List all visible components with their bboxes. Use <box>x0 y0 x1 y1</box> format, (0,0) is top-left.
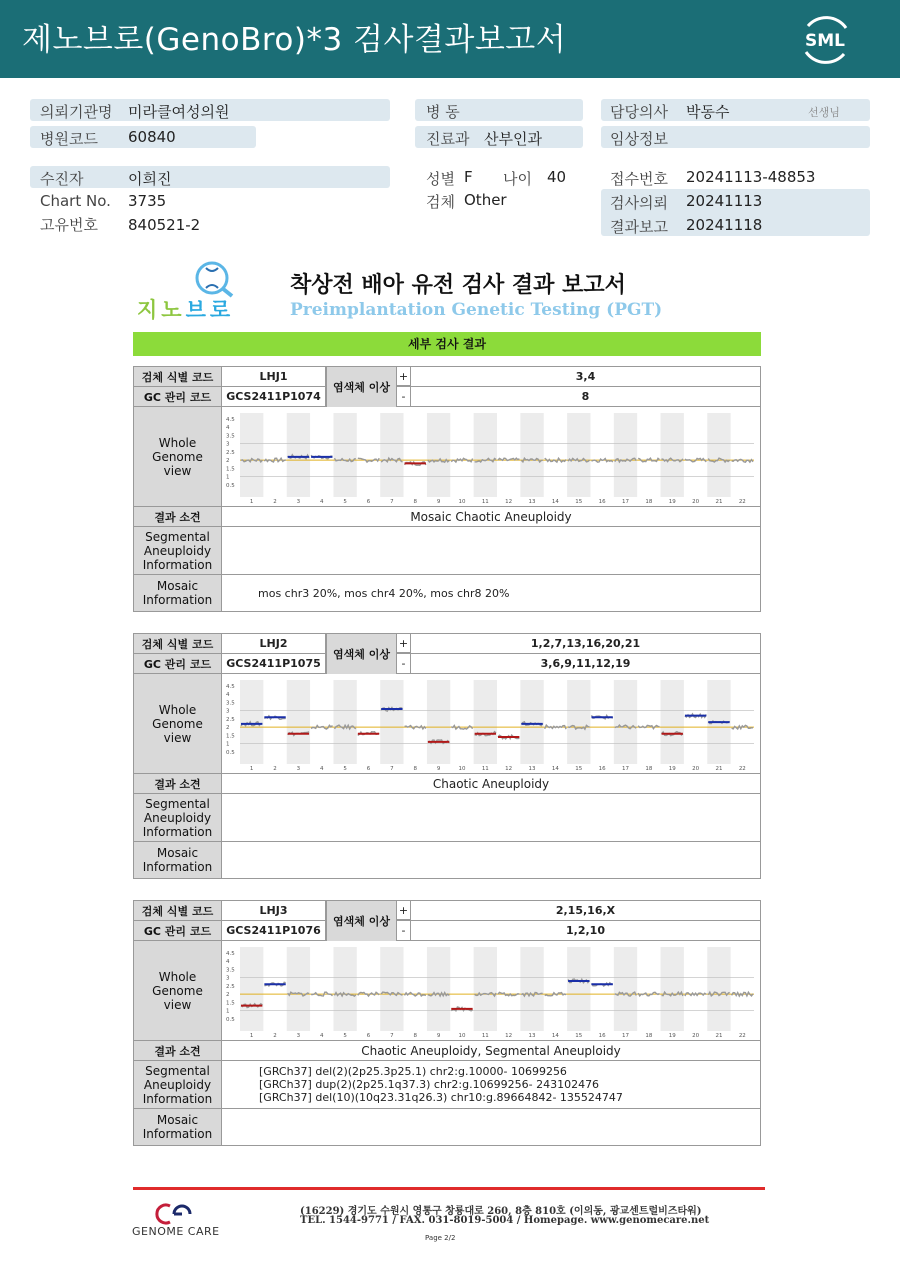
y-tick-label: 3.5 <box>226 700 235 707</box>
genome-chart-svg <box>222 941 760 1041</box>
y-tick-label: 3 <box>226 441 230 448</box>
x-tick-label: 8 <box>413 766 417 772</box>
x-tick-label: 13 <box>528 499 536 505</box>
gc-code-label: GC 관리 코드 <box>134 654 222 673</box>
x-tick-label: 19 <box>668 766 676 772</box>
y-tick-label: 2.5 <box>226 716 235 723</box>
genobro-logo-text: 지노브로 <box>137 298 235 322</box>
gc-code: GCS2411P1076 <box>222 921 326 940</box>
mosaic-row <box>134 575 760 611</box>
chromosome-series <box>311 455 332 459</box>
x-tick-label: 20 <box>692 766 700 772</box>
subject: 이희진 <box>128 170 172 188</box>
x-tick-label: 2 <box>273 766 277 772</box>
sample-code-label: 검체 식별 코드 <box>134 901 222 920</box>
x-tick-label: 13 <box>528 1033 536 1039</box>
x-tick-label: 7 <box>390 766 394 772</box>
whole-genome-label: Whole Genome view <box>134 674 222 773</box>
y-tick-label: 1.5 <box>226 466 235 473</box>
chromosome-band <box>661 680 684 764</box>
gc-code: GCS2411P1074 <box>222 387 326 406</box>
chromosome-band <box>333 413 356 497</box>
y-tick-label: 4 <box>226 959 230 966</box>
report-header <box>132 258 772 328</box>
x-tick-label: 4 <box>320 766 324 772</box>
x-tick-label: 11 <box>481 766 489 772</box>
x-tick-label: 9 <box>436 499 441 505</box>
gc-code-row <box>134 921 760 941</box>
mosaic-label: Mosaic Information <box>134 1109 222 1145</box>
x-tick-label: 15 <box>575 499 583 505</box>
sml-logo-text: SML <box>805 31 845 51</box>
x-tick-label: 4 <box>320 1033 324 1039</box>
gc-code-row <box>134 387 760 407</box>
x-tick-label: 12 <box>505 766 513 772</box>
chromosome-band <box>240 413 263 497</box>
y-tick-label: 1 <box>226 1008 230 1015</box>
chromosome-series <box>264 982 285 986</box>
minus-sign: - <box>397 387 411 406</box>
mosaic-row <box>134 1109 760 1145</box>
plus-sign: + <box>397 367 411 386</box>
copy-number-trace <box>732 992 753 996</box>
clinical-label: 임상정보 <box>610 130 668 148</box>
chromosome-band <box>520 947 543 1031</box>
sex-label: 성별 <box>426 170 455 188</box>
x-tick-label: 17 <box>622 1033 629 1039</box>
mosaic-text <box>222 1109 760 1145</box>
x-tick-label: 14 <box>551 1033 559 1039</box>
specimen: Other <box>464 191 507 209</box>
chromosome-band <box>614 680 637 764</box>
x-tick-label: 22 <box>738 499 746 505</box>
loss-chromosomes: 1,2,10 <box>566 924 605 937</box>
chromosome-band <box>380 947 403 1031</box>
x-tick-label: 18 <box>645 766 653 772</box>
chart-label: Chart No. <box>40 192 111 210</box>
y-tick-label: 1 <box>226 474 230 481</box>
y-tick-label: 4.5 <box>226 417 235 423</box>
finding-row <box>134 774 760 794</box>
sample-code-row <box>134 901 760 921</box>
age-label: 나이 <box>503 170 532 188</box>
copy-number-trace <box>451 458 472 462</box>
x-tick-label: 15 <box>575 1033 583 1039</box>
whole-genome-label: Whole Genome view <box>134 407 222 506</box>
x-tick-label: 16 <box>598 499 606 505</box>
sample-code-label: 검체 식별 코드 <box>134 367 222 386</box>
x-tick-label: 20 <box>692 499 700 505</box>
x-tick-label: 8 <box>413 499 417 505</box>
y-tick-label: 4 <box>226 425 230 432</box>
x-tick-label: 10 <box>458 499 466 505</box>
company-contact: TEL. 1544-9771 / FAX. 031-8019-5004 / Homepage. www.genomecare.net <box>300 1215 710 1226</box>
x-tick-label: 14 <box>551 766 559 772</box>
x-tick-label: 9 <box>436 1033 441 1039</box>
chromosome-band <box>661 947 684 1031</box>
y-tick-label: 2 <box>226 458 230 465</box>
gain-chromosomes: 3,4 <box>575 370 596 383</box>
chromosome-band <box>287 680 310 764</box>
chromosome-series <box>358 732 379 736</box>
receipt-number: 20241113-48853 <box>686 168 816 186</box>
chromosome-band <box>474 947 497 1031</box>
chromosome-series <box>498 735 519 739</box>
x-tick-label: 3 <box>296 1033 301 1039</box>
y-tick-label: 3 <box>226 708 230 715</box>
sample-code: LHJ2 <box>222 634 326 653</box>
chromosome-series <box>732 992 753 996</box>
finding-text: Mosaic Chaotic Aneuploidy <box>410 509 572 524</box>
page-title: 제노브로(GenoBro)*3 검사결과보고서 <box>22 22 567 58</box>
finding-label: 결과 소견 <box>134 774 222 793</box>
x-tick-label: 16 <box>598 766 606 772</box>
x-tick-label: 7 <box>390 499 394 505</box>
x-tick-label: 18 <box>645 499 653 505</box>
sample-code-row <box>134 367 760 387</box>
doctor-label: 담당의사 <box>610 103 668 121</box>
mosaic-label: Mosaic Information <box>134 842 222 878</box>
x-tick-label: 12 <box>505 1033 513 1039</box>
chromosome-band <box>614 947 637 1031</box>
mosaic-text <box>222 842 760 878</box>
y-tick-label: 2.5 <box>226 449 235 456</box>
x-tick-label: 13 <box>528 766 536 772</box>
age: 40 <box>547 168 567 186</box>
x-tick-label: 11 <box>481 499 489 505</box>
chromosome-series <box>591 715 612 719</box>
x-tick-label: 10 <box>458 766 466 772</box>
x-tick-label: 18 <box>645 1033 653 1039</box>
chromosome-band <box>567 413 590 497</box>
x-tick-label: 3 <box>296 766 301 772</box>
chromosome-band <box>380 680 403 764</box>
sex: F <box>464 168 473 186</box>
chromosome-band <box>707 947 730 1031</box>
abnormal-label: 염색체 이상 <box>326 634 397 674</box>
doctor: 박동수 <box>686 103 730 121</box>
copy-number-trace <box>405 726 426 729</box>
y-tick-label: 1 <box>226 741 230 748</box>
y-tick-label: 0.5 <box>226 482 235 489</box>
dept: 산부인과 <box>484 130 542 148</box>
loss-chromosomes: 8 <box>581 390 590 403</box>
whole-genome-chart <box>222 941 760 1040</box>
subject-label: 수진자 <box>40 170 84 188</box>
segmental-line: [GRCh37] del(2)(2p25.3p25.1) chr2:g.10000- 10699256 <box>259 1065 567 1078</box>
company-address: (16229) 경기도 수원시 영통구 창룡대로 260, 8층 810호 (이의동, 광교센트럴비즈타워) <box>300 1206 702 1217</box>
whole-genome-chart <box>222 674 760 773</box>
whole-genome-row <box>134 407 760 507</box>
x-tick-label: 19 <box>668 1033 676 1039</box>
x-tick-label: 6 <box>366 1033 371 1039</box>
chromosome-band <box>333 680 356 764</box>
id-label: 고유번호 <box>40 216 98 234</box>
finding-label: 결과 소견 <box>134 1041 222 1060</box>
finding-label: 결과 소견 <box>134 507 222 526</box>
chromosome-series <box>264 716 285 719</box>
y-tick-label: 4 <box>226 692 230 699</box>
y-tick-label: 1.5 <box>226 1000 235 1007</box>
gain-chromosomes: 1,2,7,13,16,20,21 <box>530 637 641 650</box>
x-tick-label: 3 <box>296 499 301 505</box>
x-tick-label: 6 <box>366 499 371 505</box>
chromosome-band <box>287 947 310 1031</box>
whole-genome-row <box>134 941 760 1041</box>
chromosome-series <box>405 462 426 466</box>
request-date: 20241113 <box>686 192 763 210</box>
chromosome-band <box>333 947 356 1031</box>
chromosome-band <box>240 947 263 1031</box>
finding-text: Chaotic Aneuploidy, Segmental Aneuploidy <box>361 1043 621 1058</box>
x-tick-label: 19 <box>668 499 676 505</box>
loss-chromosomes: 3,6,9,11,12,19 <box>540 657 631 670</box>
gc-code-label: GC 관리 코드 <box>134 921 222 940</box>
chromosome-series <box>451 458 472 462</box>
sample-table <box>133 900 761 1146</box>
segmental-label: Segmental Aneuploidy Information <box>134 1061 222 1108</box>
plus-sign: + <box>397 634 411 653</box>
gain-chromosomes: 2,15,16,X <box>555 904 616 917</box>
chromosome-band <box>567 947 590 1031</box>
report-title: 착상전 배아 유전 검사 결과 보고서 <box>290 273 626 298</box>
x-tick-label: 17 <box>622 499 629 505</box>
info-pill <box>30 166 390 188</box>
chromosome-series <box>685 714 706 718</box>
abnormal-label: 염색체 이상 <box>326 367 397 407</box>
chromosome-band <box>287 413 310 497</box>
specimen-label: 검체 <box>426 193 455 211</box>
sample-code: LHJ1 <box>222 367 326 386</box>
gc-code: GCS2411P1075 <box>222 654 326 673</box>
y-tick-label: 2.5 <box>226 983 235 990</box>
x-tick-label: 5 <box>343 1033 347 1039</box>
hospital-code: 60840 <box>128 128 176 146</box>
segmental-row <box>134 527 760 575</box>
x-tick-label: 10 <box>458 1033 466 1039</box>
x-tick-label: 6 <box>366 766 371 772</box>
sample-code: LHJ3 <box>222 901 326 920</box>
genome-chart-svg <box>222 407 760 507</box>
y-tick-label: 1.5 <box>226 733 235 740</box>
x-tick-label: 5 <box>343 499 347 505</box>
segmental-row <box>134 794 760 842</box>
chromosome-band <box>661 413 684 497</box>
x-tick-label: 1 <box>249 1033 254 1039</box>
finding-text: Chaotic Aneuploidy <box>432 776 550 791</box>
section-header: 세부 검사 결과 <box>133 332 761 356</box>
sml-logo-icon <box>796 12 854 66</box>
sample-table <box>133 633 761 879</box>
genobro-logo-icon <box>190 258 240 298</box>
chromosome-band <box>427 680 450 764</box>
mosaic-row <box>134 842 760 878</box>
id-number: 840521-2 <box>128 216 201 234</box>
result-label: 결과보고 <box>610 218 668 236</box>
segmental-row <box>134 1061 760 1109</box>
y-tick-label: 3 <box>226 975 230 982</box>
segmental-line: [GRCh37] dup(2)(2p25.1q37.3) chr2:g.10699256- 243102476 <box>259 1078 600 1091</box>
x-tick-label: 16 <box>598 1033 606 1039</box>
y-tick-label: 4.5 <box>226 951 235 957</box>
mosaic-label: Mosaic Information <box>134 575 222 611</box>
x-tick-label: 20 <box>692 1033 700 1039</box>
x-tick-label: 21 <box>715 1033 723 1039</box>
y-tick-label: 0.5 <box>226 749 235 756</box>
chart-number: 3735 <box>128 192 167 210</box>
whole-genome-row <box>134 674 760 774</box>
mosaic-text: mos chr3 20%, mos chr4 20%, mos chr8 20% <box>258 586 510 600</box>
chromosome-band <box>427 413 450 497</box>
chromosome-series <box>591 983 612 986</box>
y-tick-label: 3.5 <box>226 433 235 440</box>
x-tick-label: 11 <box>481 1033 489 1039</box>
chromosome-band <box>614 413 637 497</box>
y-tick-label: 0.5 <box>226 1016 235 1023</box>
gc-code-label: GC 관리 코드 <box>134 387 222 406</box>
header-bar <box>0 0 900 78</box>
x-tick-label: 9 <box>436 766 441 772</box>
x-tick-label: 22 <box>738 766 746 772</box>
footer-divider <box>133 1187 765 1190</box>
minus-sign: - <box>397 921 411 940</box>
chromosome-band <box>474 680 497 764</box>
chromosome-band <box>474 413 497 497</box>
request-label: 검사의뢰 <box>610 194 668 212</box>
x-tick-label: 15 <box>575 766 583 772</box>
result-date: 20241118 <box>686 216 763 234</box>
abnormal-label: 염색체 이상 <box>326 901 397 941</box>
segmental-line: [GRCh37] del(10)(10q23.31q26.3) chr10:g.89664842- 135524747 <box>259 1091 623 1104</box>
x-tick-label: 22 <box>738 1033 746 1039</box>
chromosome-band <box>520 413 543 497</box>
gc-code-row <box>134 654 760 674</box>
x-tick-label: 5 <box>343 766 347 772</box>
doctor-suffix: 선생님 <box>808 106 840 119</box>
dept-label: 진료과 <box>426 130 470 148</box>
segmental-label: Segmental Aneuploidy Information <box>134 794 222 841</box>
plus-sign: + <box>397 901 411 920</box>
sample-table <box>133 366 761 612</box>
x-tick-label: 17 <box>622 766 629 772</box>
whole-genome-chart <box>222 407 760 506</box>
x-tick-label: 12 <box>505 499 513 505</box>
x-tick-label: 1 <box>249 766 254 772</box>
x-tick-label: 7 <box>390 1033 394 1039</box>
finding-row <box>134 1041 760 1061</box>
y-tick-label: 4.5 <box>226 684 235 690</box>
hospital-code-label: 병원코드 <box>40 130 98 148</box>
ward-label: 병 동 <box>426 103 460 121</box>
sample-code-label: 검체 식별 코드 <box>134 634 222 653</box>
chromosome-band <box>567 680 590 764</box>
y-tick-label: 3.5 <box>226 967 235 974</box>
chromosome-series <box>451 1007 472 1011</box>
company-name: GENOME CARE <box>132 1225 220 1238</box>
requesting-org: 미라클여성의원 <box>128 103 230 121</box>
receipt-label: 접수번호 <box>610 170 668 188</box>
requesting-org-label: 의뢰기관명 <box>40 103 113 121</box>
x-tick-label: 21 <box>715 766 723 772</box>
whole-genome-label: Whole Genome view <box>134 941 222 1040</box>
chromosome-series <box>405 726 426 729</box>
y-tick-label: 2 <box>226 725 230 732</box>
x-tick-label: 21 <box>715 499 723 505</box>
chromosome-band <box>380 413 403 497</box>
chromosome-band <box>707 413 730 497</box>
report-subtitle: Preimplantation Genetic Testing (PGT) <box>290 300 663 320</box>
x-tick-label: 4 <box>320 499 324 505</box>
x-tick-label: 8 <box>413 1033 417 1039</box>
segmental-label: Segmental Aneuploidy Information <box>134 527 222 574</box>
chromosome-band <box>240 680 263 764</box>
chromosome-band <box>427 947 450 1031</box>
minus-sign: - <box>397 654 411 673</box>
finding-row <box>134 507 760 527</box>
x-tick-label: 2 <box>273 1033 277 1039</box>
genome-chart-svg <box>222 674 760 774</box>
sample-code-row <box>134 634 760 654</box>
y-tick-label: 2 <box>226 992 230 999</box>
page-number: Page 2/2 <box>425 1234 456 1242</box>
x-tick-label: 1 <box>249 499 254 505</box>
x-tick-label: 14 <box>551 499 559 505</box>
x-tick-label: 2 <box>273 499 277 505</box>
